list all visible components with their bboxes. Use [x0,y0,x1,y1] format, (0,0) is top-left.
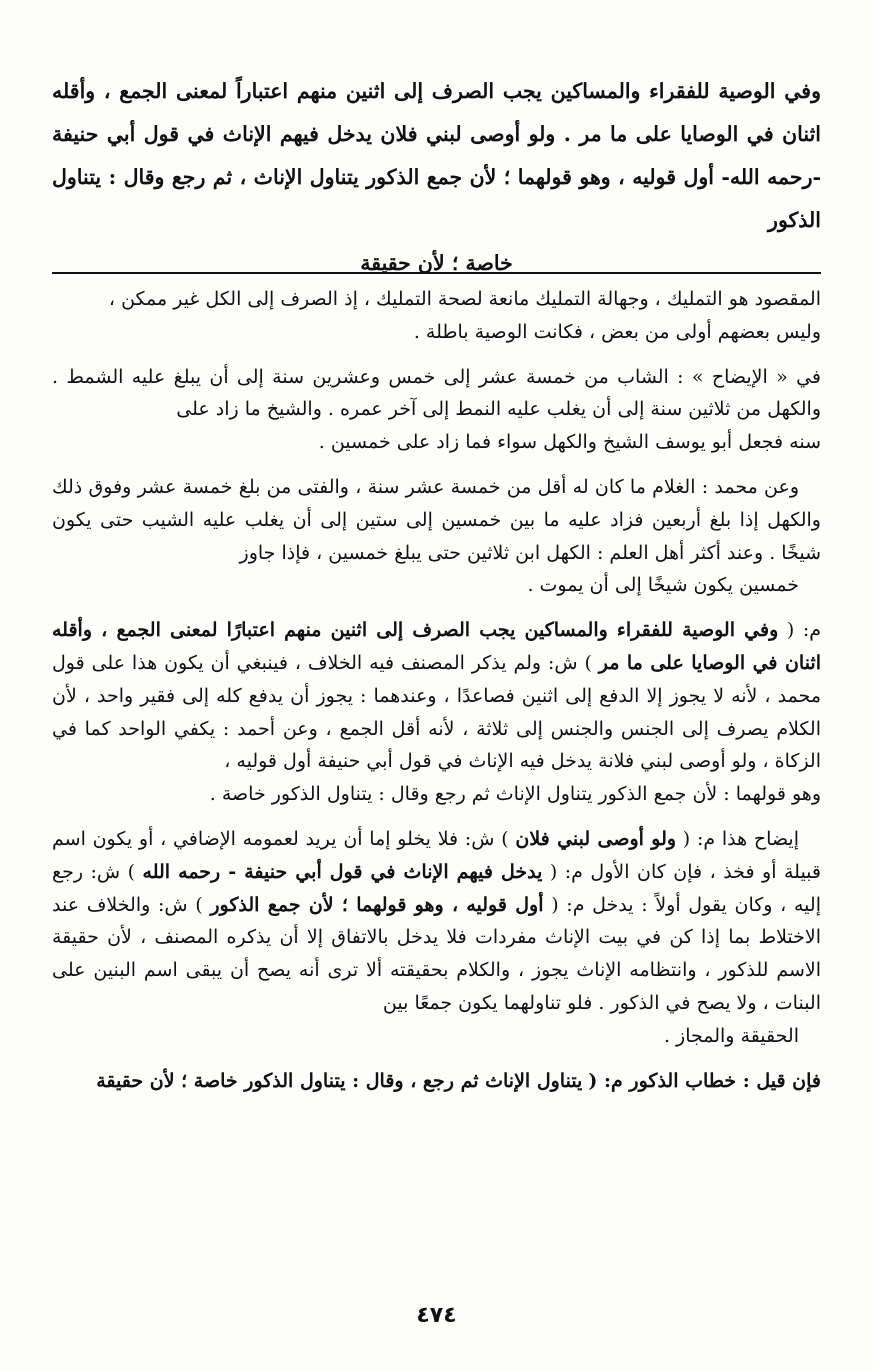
commentary-paragraph [52,614,821,811]
paragraph-last-line: الحقيقة والمجاز . [663,1024,799,1047]
paragraph-text: المقصود هو التمليك ، وجهالة التمليك مانعة لصحة التمليك ، إذ الصرف إلى الكل غير ممكن ، [108,288,821,310]
paragraph-text: ) ش: فلا يخلو إما أن يريد لعمومه الإضافي ، أو يكون اسم قبيلة أو فخذ ، فإن كان الأول م: ( [52,827,821,883]
paragraph-last-line: خمسين يكون شيخًا إلى أن يموت . [527,574,799,597]
quoted-matn: ولو أوصى لبني فلان [515,827,677,850]
matn-marker: م: ( [786,619,821,642]
paragraph-text: وعن محمد : الغلام ما كان له أقل من خمسة عشر سنة ، والفتى من بلغ خمسة عشر وفوق ذلك والكهل إذا بلغ أربعين فزاد عليه ما بين خمسين إلى ستين إلى أن يغلب عليه الشيب حتى يكون شيخًا . وعند أكثر أهل العلم : الكهل ابن ثلاثين حتى يبلغ خمسين ، فإذا جاوز [52,475,821,564]
paragraph-last-line: وليس بعضهم أولى من بعض ، فكانت الوصية باطلة . [413,320,821,343]
section-divider [52,272,821,274]
commentary [52,283,821,1109]
paragraph-text: في « الإيضاح » : الشاب من خمسة عشر إلى خمس وعشرين سنة إلى أن يبلغ عليه الشمط . والكهل من ثلاثين سنة إلى أن يغلب عليه النمط إلى آخر عمره . والشيخ ما زاد على [52,365,821,421]
paragraph-text: ) ش: رجع إليه ، وكان يقول أولاً : يدخل م: ( [52,860,821,916]
paragraph-text: ) ش: والخلاف عند الاختلاط بما إذا كن في بيت الإناث مفردات فلا يدخل بالاتفاق إلا أن يذكره المصنف ، لأن حقيقة الاسم للذكور ، وانتظامه الإناث يجوز ، والكلام بحقيقته ألا ترى أنه يصح أن يبقى اسم البنين على البنات ، ولا يصح في الذكور . فلو تناولهما يكون جمعًا بين [52,893,821,1014]
commentary-paragraph [52,361,821,459]
sharh-marker: ) ش: [547,651,592,674]
paragraph-last-line: وهو قولهما : لأن جمع الذكور يتناول الإناث ثم رجع وقال : يتناول الذكور خاصة . [209,783,821,806]
main-text-body: وفي الوصية للفقراء والمساكين يجب الصرف إلى اثنين منهم اعتباراً لمعنى الجمع ، وأقله اثنان في الوصايا على ما مر . ولو أوصى لبني فلان يدخل فيهم الإناث في قول أبي حنيفة -رحمه الله- أول قوليه ، وهو قولهما ؛ لأن جمع الذكور يتناول الإناث ، ثم رجع وقال : يتناول الذكور [52,79,821,232]
quoted-matn: وفي الوصية للفقراء والمساكين يجب الصرف إلى اثنين منهم اعتبارًا لمعنى الجمع ، وأقله اثنان في الوصايا على ما مر [52,619,822,674]
quoted-matn: يدخل فيهم الإناث في قول أبي حنيفة - رحمه الله [142,860,543,883]
paragraph-text: ولم يذكر المصنف فيه الخلاف ، فينبغي أن يكون هذا على قول محمد ، لأنه لا يجوز إلا الدفع إلى اثنين فصاعدًا ، وعندهما : يجوز أن يدفع كله إلى فقير واحد ، لأن الكلام يصرف إلى الجنس والجنس إلى ثلاثة ، لأنه أقل الجمع ، وعن أحمد : يكفي الواحد كما في الزكاة ، ولو أوصى لبني فلانة يدخل فيه الإناث في قول أبي حنيفة أول قوليه ، [52,651,821,773]
main-text-last-line: خاصة ؛ لأن حقيقة [360,251,513,275]
commentary-paragraph [52,823,821,1053]
commentary-paragraph [52,471,821,602]
main-text [52,70,821,285]
paragraph-text: فإن قيل : خطاب الذكور م: ( [588,1069,821,1092]
quoted-matn: يتناول الإناث ثم رجع ، وقال : يتناول الذكور خاصة ؛ لأن حقيقة [96,1069,583,1092]
commentary-paragraph [52,1065,821,1098]
paragraph-text: إيضاح هذا م: ( [682,827,799,850]
paragraph-last-line: سنه فجعل أبو يوسف الشيخ والكهل سواء فما زاد على خمسين . [318,431,821,454]
quoted-matn: أول قوليه ، وهو قولهما ؛ لأن جمع الذكور [210,893,544,916]
commentary-paragraph [52,283,821,349]
page-number: ٤٧٤ [416,1303,457,1328]
